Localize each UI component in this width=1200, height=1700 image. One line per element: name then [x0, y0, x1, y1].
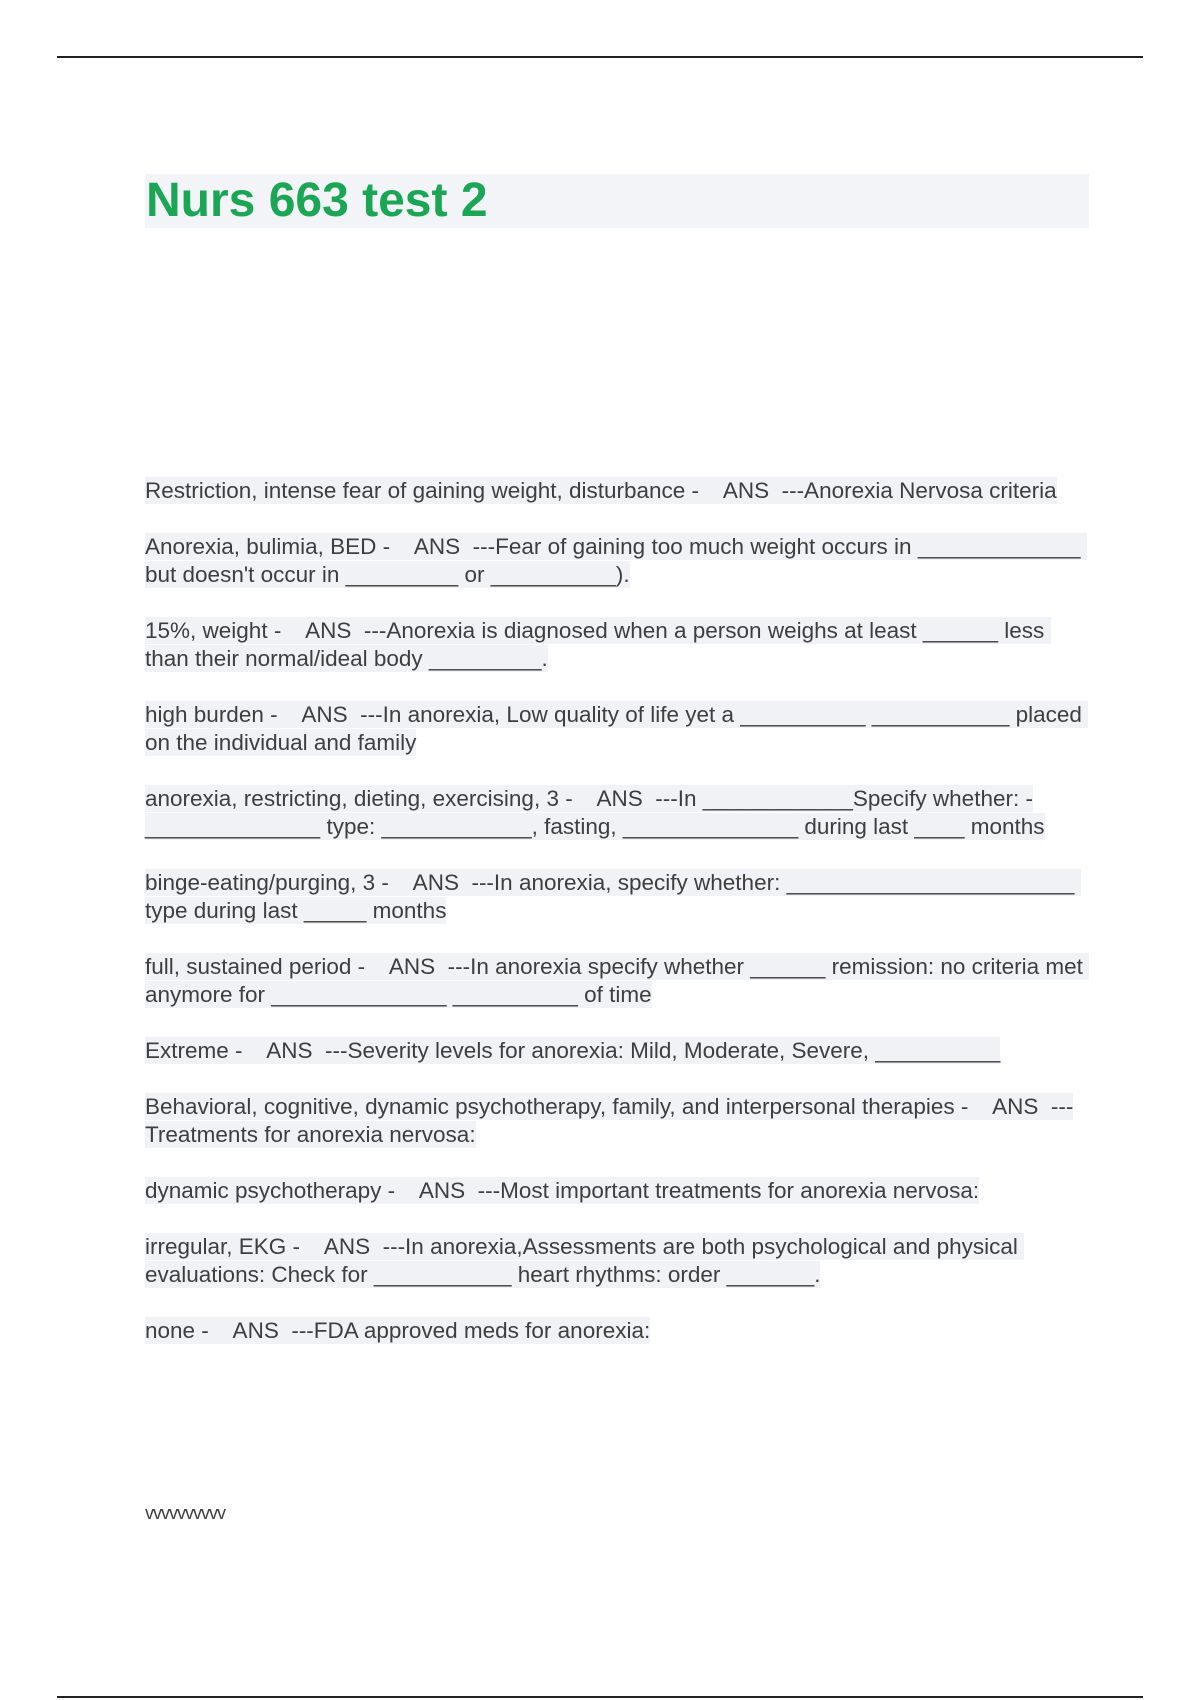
qa-item-text: 15%, weight - ANS ---Anorexia is diagnosed when a person weighs at least ______ less than their normal/ideal body _________. — [145, 618, 1051, 671]
qa-item-text: Extreme - ANS ---Severity levels for anorexia: Mild, Moderate, Severe, __________ — [145, 1038, 1001, 1063]
top-rule — [57, 56, 1143, 58]
qa-item-text: high burden - ANS ---In anorexia, Low quality of life yet a __________ ___________ placed on the individual and family — [145, 702, 1089, 755]
qa-item — [145, 1233, 1090, 1289]
qa-item — [145, 1177, 1090, 1205]
document-title: Nurs 663 test 2 — [146, 174, 488, 227]
qa-item — [145, 617, 1090, 673]
qa-item-text: dynamic psychotherapy - ANS ---Most important treatments for anorexia nervosa: — [145, 1178, 980, 1203]
qa-item — [145, 1093, 1090, 1149]
qa-item-text: Anorexia, bulimia, BED - ANS ---Fear of gaining too much weight occurs in _____________ but doesn't occur in _________ or __________). — [145, 534, 1087, 587]
qa-item — [145, 1037, 1090, 1065]
qa-item — [145, 533, 1090, 589]
qa-item — [145, 869, 1090, 925]
qa-item — [145, 1317, 1090, 1345]
footer-note: vvvvvvvvvv — [145, 1503, 225, 1523]
qa-item — [145, 701, 1090, 757]
qa-item-text: irregular, EKG - ANS ---In anorexia,Assessments are both psychological and physical evaluations: Check for ___________ heart rhythms: order _______. — [145, 1234, 1025, 1287]
qa-item-text: full, sustained period - ANS ---In anorexia specify whether ______ remission: no criteria met anymore for ______________ __________ of time — [145, 954, 1090, 1007]
qa-item-text: binge-eating/purging, 3 - ANS ---In anorexia, specify whether: _______________________ type during last _____ months — [145, 870, 1081, 923]
qa-item-text: Behavioral, cognitive, dynamic psychotherapy, family, and interpersonal therapies - ANS ---Treatments for anorexia nervosa: — [145, 1094, 1074, 1147]
qa-item — [145, 785, 1090, 841]
qa-item — [145, 953, 1090, 1009]
qa-item — [145, 477, 1090, 505]
qa-item-text: Restriction, intense fear of gaining weight, disturbance - ANS ---Anorexia Nervosa criteria — [145, 478, 1057, 503]
qa-item-text: none - ANS ---FDA approved meds for anorexia: — [145, 1318, 651, 1343]
bottom-rule — [57, 1696, 1143, 1698]
qa-list — [145, 477, 1090, 1373]
qa-item-text: anorexia, restricting, dieting, exercising, 3 - ANS ---In ____________Specify whether: -______________ type: ____________, fasting, ______________ during last ____ months — [145, 786, 1045, 839]
